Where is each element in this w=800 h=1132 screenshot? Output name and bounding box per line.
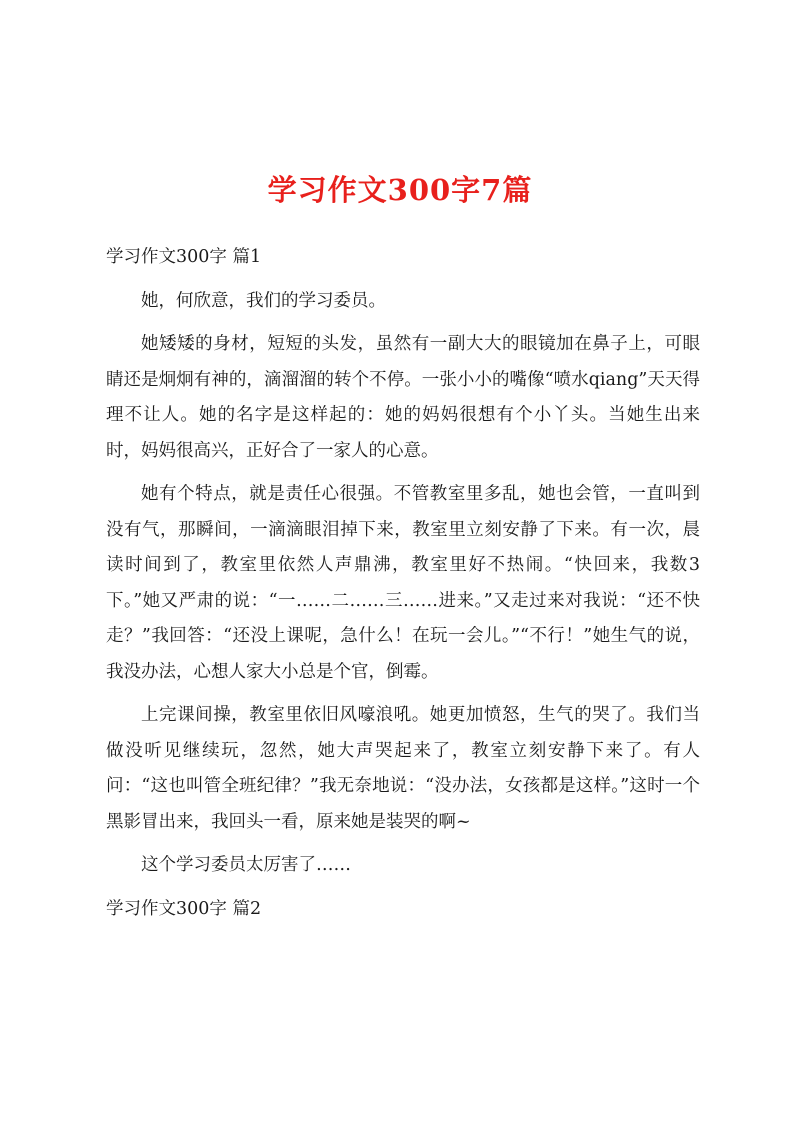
document-title: 学习作文300字7篇 xyxy=(267,173,533,207)
paragraph: 这个学习委员太厉害了…… xyxy=(141,855,351,875)
paragraph: 她有个特点，就是责任心很强。不管教室里多乱，她也会管，一直叫到没有气，那瞬间，一滴滴眼泪掉下来，教室里立刻安静了下来。有一次，晨读时间到了，教室里依然人声鼎沸，教室里好不热闹。“快回来，我数3下。”她又严肃的说：“一……二……三……进来。”又走过来对我说：“还不快走？”我回答：“还没上课呢，急什么！在玩一会儿。”“不行！”她生气的说，我没办法，心想人家大小总是个官，倒霉。 xyxy=(106,484,700,682)
paragraph: 上完课间操，教室里依旧风嚎浪吼。她更加愤怒，生气的哭了。我们当做没听见继续玩，忽然，她大声哭起来了，教室立刻安静下来了。有人问：“这也叫管全班纪律？”我无奈地说：“没办法，女孩都是这样。”这时一个黑影冒出来，我回头一看，原来她是装哭的啊~ xyxy=(106,705,700,832)
paragraph: 她，何欣意，我们的学习委员。 xyxy=(141,290,386,311)
section-heading-1: 学习作文300字 篇1 xyxy=(106,247,262,267)
document-body xyxy=(106,240,700,927)
section-heading-2: 学习作文300字 篇2 xyxy=(106,898,262,919)
paragraph: 她矮矮的身材，短短的头发，虽然有一副大大的眼镜加在鼻子上，可眼睛还是炯炯有神的，滴溜溜的转个不停。一张小小的嘴像“喷水qiang”天天得理不让人。她的名字是这样起的：她的妈妈很想有个小丫头。当她生出来时，妈妈很高兴，正好合了一家人的心意。 xyxy=(106,334,700,461)
